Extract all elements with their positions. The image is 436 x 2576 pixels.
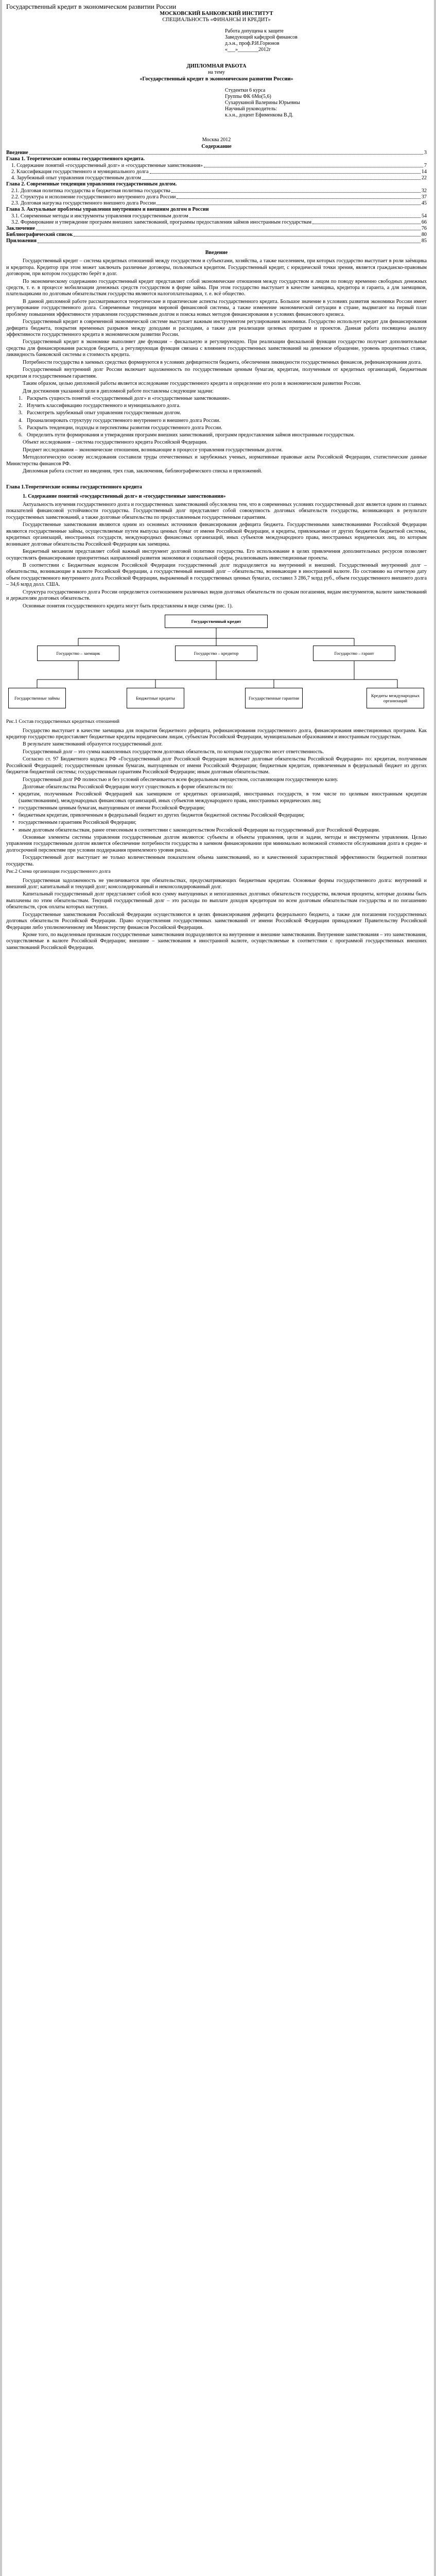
intro-paragraph: Государственный кредит в экономике выполняет две функции – фискальную и регулирующую. При реализации фискальной функции государство получает дополнительные средства для финансирования расходов бюджета, а регулирующая функция связана с влиянием государственных заимствований на денежное обращение, уровень процентных ставок, ликвидность банковской системы и стоимость кредита.	[6, 339, 427, 358]
toc-item-page: 76	[421, 226, 427, 232]
chapter-paragraph: Государственные заимствования Российской Федерации осуществляются в целях финансирования дефицита федерального бюджета, а также для погашения государственных долговых обязательств Российской Федерации. Право осуществления государственных заимствований от имени Российской Федерации принадлежит Правительству Российской Федерации либо уполномоченному им Министерству финансов Российской Федерации.	[6, 911, 427, 930]
chapter-1-text-b	[6, 563, 427, 609]
intro-section-3	[6, 439, 427, 474]
toc-item-page: 54	[421, 213, 427, 219]
toc-item[interactable]	[6, 238, 427, 244]
figure-2-caption: Рис.2 Схема организации государственного долга	[6, 869, 111, 875]
task-item-text: Раскрыть тенденции, подходы и перспективы развития государственного долга России.	[27, 425, 222, 431]
chapter-1-text-c	[6, 728, 427, 784]
toc-item-leader	[150, 173, 421, 174]
toc-item-label: 2.2. Структура и исполнение государственного внутреннего долга России	[11, 194, 176, 200]
task-item-number: 4.	[19, 417, 23, 423]
toc-item[interactable]	[11, 163, 427, 169]
task-item-text: Рассмотреть зарубежный опыт управления государственным долгом.	[27, 410, 181, 416]
toc-item-label: Библиографический список	[6, 232, 73, 238]
task-item-text: Определить пути формирования и утверждения программ внешних заимствований, программ предоставления займов иностранным государствам.	[27, 432, 355, 438]
document-page	[2, 0, 434, 2576]
list-item-text: бюджетным кредитам, привлеченным в федеральный бюджет из других бюджетов бюджетной системы Российской Федерации;	[19, 812, 305, 819]
approval-block	[225, 28, 427, 53]
list-item-text: кредитам, полученным Российской Федерацией как заемщиком от кредитных организаций, иностранных государств, в том числе по целевым иностранным кредитам (заимствованиям), международных финансовых организаций, иных субъектов международного права, иностранных юридических лиц;	[19, 791, 427, 804]
diagram-box-intl-credits: Кредиты международных организаций	[367, 688, 424, 708]
toc-item[interactable]	[11, 175, 427, 181]
bullet-icon: •	[12, 820, 14, 826]
chapter-paragraph: Государственный долг – это сумма накопленных государством долговых обязательств, по которым государство несет ответственность.	[23, 749, 324, 755]
specialty-name: СПЕЦИАЛЬНОСТЬ «ФИНАНСЫ И КРЕДИТ»	[162, 16, 271, 23]
institute-name: МОСКОВСКИЙ БАНКОВСКИЙ ИНСТИТУТ	[160, 10, 273, 16]
section-1-heading: 1. Содержание понятий «государственный долг» и «государственные заимствования»	[23, 493, 226, 499]
task-item	[19, 418, 427, 424]
intro-paragraph: Потребности государства в заемных средствах формируются в условиях дефицитности бюджета, обеспечения ликвидности государственных финансов, рефинансирования долга.	[23, 359, 422, 365]
tasks-list	[6, 396, 427, 438]
toc-item-label: 1. Содержание понятий «государственный долг» и «государственные заимствования»	[11, 162, 203, 168]
diagram-box-top: Государственный кредит	[165, 615, 268, 628]
figure-1-caption: Рис.1 Состав государственных кредитных отношений	[6, 719, 120, 725]
toc-item-label: 2.1. Долговая политика государства и бюджетная политика государства	[11, 188, 170, 194]
document-header-title: Государственный кредит в экономическом развитии России	[6, 3, 177, 10]
toc-title: Содержание	[201, 143, 232, 149]
chapter-paragraph: В результате заимствований образуется государственный долг.	[23, 741, 163, 748]
toc-item-label: 3.2. Формирование и утверждение программ внешних заимствований, программы предоставления займов иностранным государствам	[11, 219, 312, 225]
chapter-paragraph: В соответствии с Бюджетным кодексом Российской Федерации государственный долг подразделяется на внутренний и внешний. Государственный внутренний долг – обязательства, возникающие в валюте Российской Федерации, а государственный внешний долг – обязательства, возникающие в иностранной валюте. По состоянию на отчетную дату объем государственного внутреннего долга Российской Федерации, выраженный в государственных ценных бумагах, составил 3 286,7 млрд руб., объем государственного внешнего долга – 34,6 млрд долл. США.	[6, 562, 427, 588]
intro-paragraph: В данной дипломной работе рассматриваются теоретические и практические аспекты государственного кредита. Большое значение в условиях развития экономики России имеет регулирование государственного долга. Современные тенденции мировой финансовой системы, а также изменение экономической ситуации в стране, выдвигают на первый план проблему повышения эффективности управления государственным долгом и поиска новых методов финансирования в условиях финансового кризиса.	[6, 298, 427, 317]
approval-line: д.э.н., проф.Р.И.Горюнов	[225, 40, 280, 46]
chapter-paragraph: Основные элементы системы управления государственным долгом являются: субъекты и объекты управления, цели и задачи, методы и инструменты управления. Целью управления государственным долгом является обеспечение потребности государства в заемном финансировании при минимально возможной стоимости обслуживания долга в средне- и долгосрочной перспективе при условии поддержания приемлемого уровня риска.	[6, 834, 427, 853]
toc-item-label: Приложения	[6, 238, 37, 244]
toc-item[interactable]	[11, 219, 427, 226]
chapter-paragraph: Капитальный государственный долг представляет собой всю сумму выпущенных и непогашенных долговых обязательств государства, включая проценты, которые должны быть выплачены по этим обязательствам. Текущий государственный долг – это расходы по выплате доходов кредиторам по всем долговым обязательствам государства и по погашению обязательств, срок оплаты которых наступил.	[6, 891, 427, 910]
toc-item[interactable]	[6, 150, 427, 156]
toc-item[interactable]	[11, 213, 427, 219]
chapter-paragraph: Актуальность изучения государственного долга и государственных заимствований обусловлена тем, что в современных условиях государственный долг является одним из главных показателей финансовой устойчивости государства. Государственный долг представляет собой совокупность долговых обязательств государства, возникающих в результате государственных заимствований, а также долговые обязательства по предоставленным государственным гарантиям.	[6, 502, 427, 520]
list-item	[12, 827, 427, 834]
chapter-1-text-d	[6, 835, 427, 868]
thesis-topic: «Государственный кредит в экономическом развитии России»	[139, 76, 293, 82]
list-item	[12, 791, 427, 804]
student-line: Студентки 6 курса	[225, 88, 266, 94]
task-item-text: Изучить классификацию государственного и муниципального долга.	[27, 403, 181, 409]
toc-item-page: 14	[421, 168, 427, 175]
task-item	[19, 432, 427, 438]
toc-item[interactable]	[11, 188, 427, 194]
diagram-box-guarantees: Государственные гарантии	[245, 688, 303, 708]
chapter-paragraph: Основные понятия государственного кредита могут быть представлены в виде схемы (рис. 1).	[23, 603, 233, 609]
toc-item-page: 37	[421, 194, 427, 200]
student-block	[225, 88, 427, 118]
toc-item[interactable]	[11, 169, 427, 175]
thesis-on-topic: на тему	[207, 70, 225, 76]
intro-section	[6, 258, 427, 359]
task-item-text: Проанализировать структуру государственного внутреннего и внешнего долга России.	[27, 417, 221, 423]
bullet-icon: •	[12, 805, 14, 811]
intro-paragraph: Для достижения указанной цели в дипломной работе поставлены следующие задачи:	[23, 388, 214, 394]
task-item-text: Раскрыть сущность понятий «государственный долг» и «государственные заимствования».	[27, 395, 231, 401]
task-item-number: 6.	[19, 432, 23, 438]
bullet-icon: •	[12, 827, 14, 833]
toc-item[interactable]	[11, 194, 427, 200]
toc-item[interactable]	[6, 232, 427, 238]
diagram-connectors	[6, 613, 427, 716]
chapter-paragraph: Бюджетный механизм представляет собой важный инструмент долговой политики государства. Его использование в целях привлечения дополнительных ресурсов позволяет осуществлять финансирование приоритетных направлений развития экономики и социальной сферы, реализовывать инвестиционные проекты.	[6, 549, 427, 561]
list-item-text: государственным ценным бумагам, выпущенным от имени Российской Федерации;	[19, 805, 205, 811]
list-item	[12, 805, 427, 811]
list-item-text: иным долговым обязательствам, ранее отнесенным в соответствии с законодательством Российской Федерации на государственный долг Российской Федерации.	[19, 827, 380, 833]
chapter-paragraph: Государственный долг РФ полностью и без условий обеспечивается всем федеральным имуществом, составляющим государственную казну.	[23, 776, 338, 783]
toc-item-label: Заключение	[6, 226, 35, 232]
task-item-number: 2.	[19, 403, 23, 409]
chapter-paragraph: Государственный долг выступает не только количественным показателем объема заимствований, но и качественной характеристикой эффективности бюджетной политики государства.	[6, 855, 427, 867]
chapter-paragraph: Государственные заимствования являются одним из основных источников финансирования дефицита бюджета. Государственными заимствованиями Российской Федерации являются государственные займы, осуществляемые путем выпуска ценных бумаг от имени Российской Федерации, и кредиты, привлекаемые от других бюджетов бюджетной системы, кредитных организаций, иностранных государств, международных финансовых организаций, иных субъектов международного права, иностранных юридических лиц, по которым возникают долговые обязательства Российской Федерации как заемщика.	[6, 522, 427, 547]
list-item-text: государственным гарантиям Российской Федерации;	[19, 820, 136, 826]
intro-paragraph: Государственный внутренний долг России включает задолженность по государственным ценным бумагам, кредитам, полученным от кредитных организаций, бюджетным кредитам и государственным гарантиям.	[6, 367, 427, 379]
toc-item-leader	[189, 217, 421, 218]
chapter-paragraph: Долговые обязательства Российской Федерации могут существовать в форме обязательств по:	[23, 784, 233, 790]
bullet-icon: •	[12, 812, 14, 819]
diagram-box-creditor: Государство – кредитор	[175, 646, 257, 661]
student-line: Сухарукиной Валерины Юрьевны	[225, 100, 300, 106]
diagram-box-guarantor: Государство – гарант	[313, 646, 395, 661]
chapter-paragraph: Государственная задолженность не увеличивается при обязательствах, предусматривающих бюджетным кредитам. Основные формы государственного долга: внутренний и внешний долг; капитальный и текущий долг; консолидированный и неконсолидированный долг.	[6, 877, 427, 890]
diagram-box-budget-credits: Бюджетные кредиты	[127, 688, 184, 708]
list-item	[12, 820, 427, 826]
chapter-1-text	[6, 502, 427, 562]
approval-line: «___»________2012г	[225, 46, 271, 53]
toc-item-page: 7	[424, 162, 427, 168]
list-item	[12, 812, 427, 819]
toc-item-leader	[171, 192, 421, 193]
toc-item[interactable]	[6, 181, 427, 188]
intro-paragraph: Таким образом, целью дипломной работы является исследование государственного кредита и определение его роли в экономическом развитии России.	[23, 381, 361, 387]
task-item	[19, 396, 427, 402]
toc-item-leader	[177, 198, 420, 199]
toc-item-page: 45	[421, 200, 427, 207]
chapter-paragraph: Согласно ст. 97 Бюджетного кодекса РФ «Государственный долг Российской Федерации включает долговые обязательства Российской Федерации» по: кредитам, полученным Российской Федерацией; государственным ценным бумагам, выпущенным от имени Российской Федерации; бюджетным кредитам, привлеченным в федеральный бюджет из других бюджетов бюджетной системы; государственным гарантиям Российской Федерации; иным долговым обязательствам.	[6, 756, 427, 775]
approval-line: Заведующий кафедрой финансов	[225, 34, 298, 40]
intro-paragraph: Государственный кредит в современной экономической системе выступает важным инструментом регулирования экономики. Государство использует кредит для финансирования дефицита бюджета, покрытия временных разрывов между доходами и расходами, а также для реализации целевых программ и проектов. Данная работа посвящена анализу эффективности государственного кредита в экономическом развитии России.	[6, 319, 427, 338]
task-item-number: 3.	[19, 410, 23, 416]
intro-paragraph: Методологическую основу исследования составили труды отечественных и зарубежных ученых, нормативные правовые акты Российской Федерации, статистические данные Министерства финансов РФ.	[6, 454, 427, 467]
student-line: Группы ФК 6Мо(5,6)	[225, 94, 271, 100]
intro-heading: Введение	[205, 249, 228, 256]
thesis-kind: ДИПЛОМНАЯ РАБОТА	[186, 63, 247, 69]
intro-paragraph: Государственный кредит – система кредитных отношений между государством и субъектами, хозяйства, а также населением, при которых государство выступает в роли заёмщика и кредитора. Кредитор при этом может заключать различные договоры, пользоваться кредитом. Государственный кредит, с юридической точки зрения, является гражданско-правовым договором, при котором государство берёт в долг.	[6, 258, 427, 277]
toc-item-leader	[142, 179, 421, 180]
student-line: к.э.н., доцент Ефименкова В.Д.	[225, 112, 293, 118]
intro-paragraph: Объект исследования – система государственного кредита Российской Федерации.	[23, 439, 207, 446]
toc-item[interactable]	[6, 156, 427, 162]
toc-item-label: 2. Классификация государственного и муниципального долга	[11, 168, 149, 175]
student-line: Научный руководитель:	[225, 106, 277, 112]
intro-paragraph: По экономическому содержанию государственный кредит представляет собой экономические отношения между государством и лицом по поводу временно свободных денежных средств, т. е. в процессе мобилизации денежных средств государством в форме займа. При этом государство выступает в качестве заемщика, кредитора и гаранта, а для заемщиков, плательщиками по долговым обязательствам государства являются налогоплательщики, т. е. всё общество.	[6, 278, 427, 297]
toc-item-page: 85	[421, 238, 427, 244]
toc-item-label: Глава 1. Теоретические основы государственного кредита.	[6, 156, 145, 162]
chapter-1-text-e	[6, 878, 427, 952]
diagram-box-loans: Государственные займы	[8, 688, 66, 708]
approval-line: Работа допущена к защите	[225, 28, 284, 34]
chapter-paragraph: Кроме того, по выделенным признакам государственные заимствования подразделяются на внутренние и внешние заимствования. Внутренние заимствования – это заимствования, осуществляемые в валюте Российской Федерации; внешние – заимствования в иностранной валюте, осуществляемые в соответствии с программой государственных внешних заимствований Российской Федерации.	[6, 932, 427, 951]
intro-paragraph: Предмет исследования – экономические отношения, возникающие в процессе управления государственным долгом.	[23, 447, 283, 453]
bullet-icon: •	[12, 791, 14, 798]
toc-item-page: 22	[421, 175, 427, 181]
toc-item-page: 80	[421, 232, 427, 238]
toc-item[interactable]	[11, 200, 427, 207]
toc-item-label: 2.3. Долговая нагрузка государственного внешнего долга России	[11, 200, 156, 207]
intro-paragraph: Дипломная работа состоит из введения, трех глав, заключения, библиографического списка и приложений.	[23, 468, 263, 474]
task-item	[19, 403, 427, 409]
toc-item[interactable]	[6, 207, 427, 213]
city-year: Москва 2012	[202, 137, 231, 143]
toc-item-label: Глава 3. Актуальные проблемы управления внутренним и внешним долгом в России	[6, 207, 209, 213]
task-item	[19, 425, 427, 431]
intro-section-2	[6, 360, 427, 395]
task-item-number: 5.	[19, 425, 23, 431]
toc-item-page: 66	[421, 219, 427, 225]
credit-relations-diagram	[6, 613, 427, 716]
task-item	[19, 410, 427, 416]
toc-item-label: Глава 2. Современные тенденции управления государственным долгом.	[6, 181, 177, 188]
toc-item-label: 3.1. Современные методы и инструменты управления государственным долгом	[11, 213, 188, 219]
diagram-box-borrower: Государство – заемщик	[37, 646, 119, 661]
toc-item-page: 3	[424, 150, 427, 156]
toc-item-leader	[29, 154, 423, 155]
toc-item-page: 32	[421, 188, 427, 194]
chapter-paragraph: Структура государственного долга России определяется соотношением различных видов долговых обязательств по срокам погашения, видам инструментов, валюте заимствований и держателям долговых обязательств.	[6, 589, 427, 602]
chapter-1-heading: Глава 1.Теоретические основы государственного кредита	[6, 484, 142, 490]
chapter-paragraph: Государство выступает в качестве заемщика для покрытия бюджетного дефицита, рефинансирования государственного долга, финансирования инвестиционных программ. Как кредитор государство предоставляет бюджетные кредиты юридическим лицам, субъектам Российской Федерации, муниципальным образованиям и иностранным государствам.	[6, 727, 427, 740]
document-body	[2, 0, 434, 951]
toc-item[interactable]	[6, 226, 427, 232]
toc-item-label: 4. Зарубежный опыт управления государственным долгом	[11, 175, 141, 181]
debt-obligations-list	[6, 784, 427, 834]
task-item-number: 1.	[19, 395, 23, 401]
table-of-contents	[6, 150, 427, 245]
toc-item-label: Введение	[6, 150, 28, 156]
